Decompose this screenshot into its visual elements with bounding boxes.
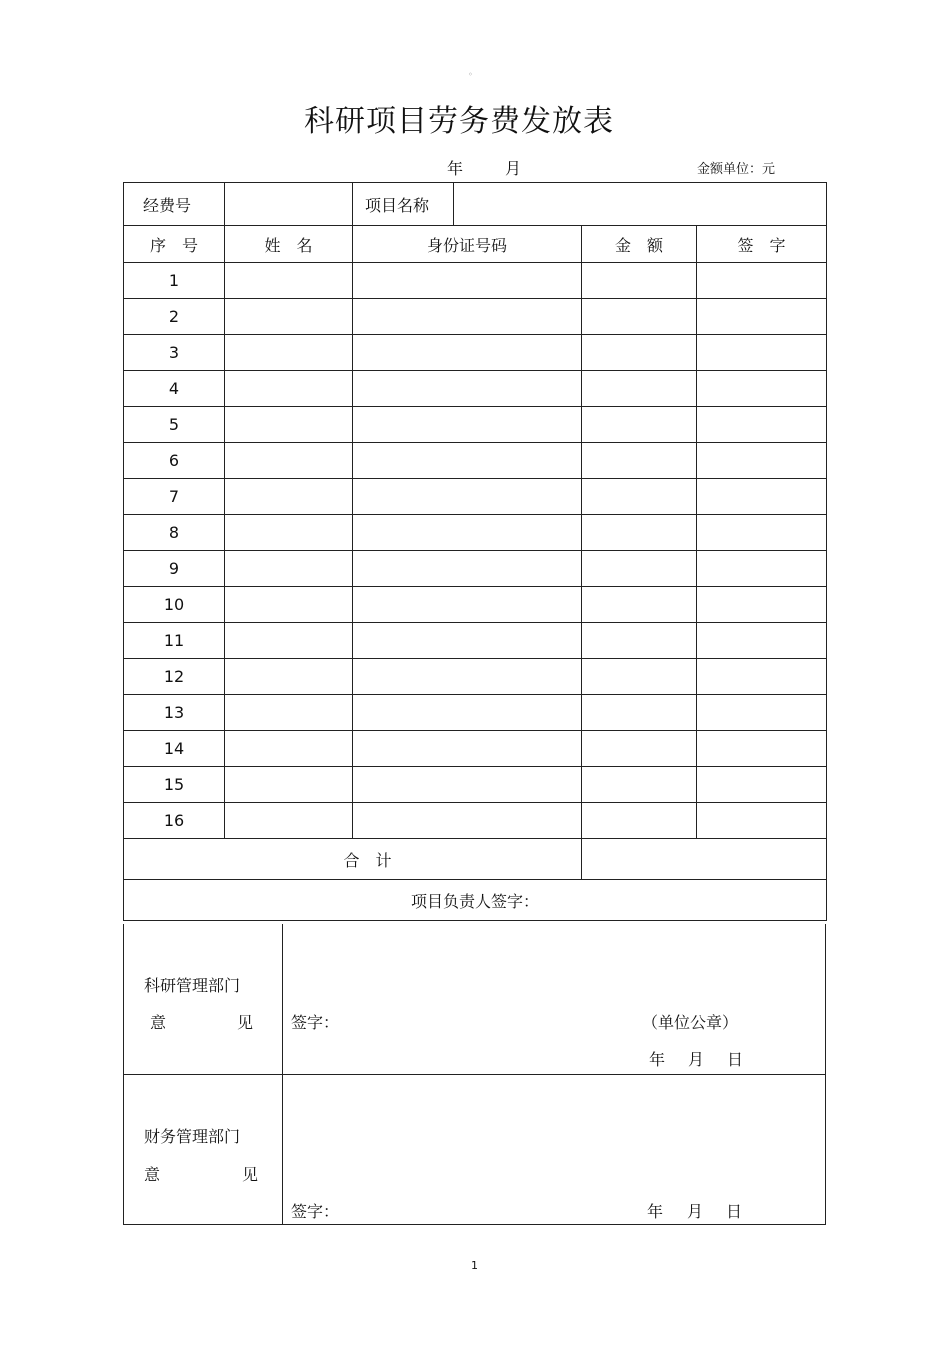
row-name-cell[interactable]	[225, 299, 353, 335]
project-name-label: 项目名称	[353, 183, 454, 226]
research-dept-day: 日	[727, 1050, 744, 1069]
row-amount-cell[interactable]	[582, 623, 697, 659]
table-row	[124, 587, 827, 623]
row-signature-cell[interactable]	[697, 299, 827, 335]
row-id-number-cell[interactable]	[353, 623, 582, 659]
row-signature-cell[interactable]	[697, 371, 827, 407]
row-name-cell[interactable]	[225, 371, 353, 407]
row-id-number-cell[interactable]	[353, 515, 582, 551]
row-seq-cell: 2	[124, 299, 225, 335]
row-id-number-cell[interactable]	[353, 299, 582, 335]
row-name-cell[interactable]	[225, 515, 353, 551]
row-amount-cell[interactable]	[582, 299, 697, 335]
row-id-number-cell[interactable]	[353, 695, 582, 731]
row-signature-cell[interactable]	[697, 695, 827, 731]
research-dept-opinion-char2: 见	[237, 1013, 254, 1032]
row-name-cell[interactable]	[225, 695, 353, 731]
row-amount-cell[interactable]	[582, 515, 697, 551]
row-seq-cell: 6	[124, 443, 225, 479]
finance-dept-label: 财务管理部门	[144, 1127, 241, 1146]
table-row	[124, 335, 827, 371]
row-id-number-cell[interactable]	[353, 335, 582, 371]
row-seq-cell: 7	[124, 479, 225, 515]
research-dept-divider	[282, 924, 283, 1074]
table-row	[124, 371, 827, 407]
fund-no-field[interactable]	[225, 183, 353, 226]
row-signature-cell[interactable]	[697, 443, 827, 479]
row-amount-cell[interactable]	[582, 731, 697, 767]
row-amount-cell[interactable]	[582, 443, 697, 479]
row-name-cell[interactable]	[225, 587, 353, 623]
row-id-number-cell[interactable]	[353, 731, 582, 767]
row-signature-cell[interactable]	[697, 659, 827, 695]
row-amount-cell[interactable]	[582, 371, 697, 407]
row-signature-cell[interactable]	[697, 407, 827, 443]
research-dept-opinion-box	[123, 924, 826, 1075]
row-seq-cell: 11	[124, 623, 225, 659]
row-seq-cell: 10	[124, 587, 225, 623]
currency-unit-label: 金额单位：元	[697, 162, 776, 177]
row-seq-cell: 3	[124, 335, 225, 371]
fund-header-row	[124, 183, 827, 226]
row-name-cell[interactable]	[225, 479, 353, 515]
row-id-number-cell[interactable]	[353, 407, 582, 443]
leader-sign-label[interactable]: 项目负责人签字：	[124, 880, 827, 921]
research-dept-year: 年	[649, 1050, 666, 1069]
row-id-number-cell[interactable]	[353, 551, 582, 587]
row-id-number-cell[interactable]	[353, 263, 582, 299]
row-id-number-cell[interactable]	[353, 803, 582, 839]
row-seq-cell: 4	[124, 371, 225, 407]
row-seq-cell: 1	[124, 263, 225, 299]
row-seq-cell: 16	[124, 803, 225, 839]
table-row	[124, 767, 827, 803]
table-row	[124, 731, 827, 767]
row-id-number-cell[interactable]	[353, 443, 582, 479]
col-header-amount: 金 额	[582, 226, 697, 263]
row-seq-cell: 5	[124, 407, 225, 443]
row-seq-cell: 12	[124, 659, 225, 695]
row-id-number-cell[interactable]	[353, 587, 582, 623]
total-row	[124, 839, 827, 880]
row-amount-cell[interactable]	[582, 551, 697, 587]
table-row	[124, 803, 827, 839]
research-dept-opinion-char1: 意	[150, 1013, 167, 1032]
row-seq-cell: 13	[124, 695, 225, 731]
table-row	[124, 263, 827, 299]
table-row	[124, 623, 827, 659]
row-signature-cell[interactable]	[697, 623, 827, 659]
row-name-cell[interactable]	[225, 407, 353, 443]
col-header-signature: 签 字	[697, 226, 827, 263]
row-signature-cell[interactable]	[697, 767, 827, 803]
row-id-number-cell[interactable]	[353, 371, 582, 407]
research-dept-sign-label[interactable]: 签字：	[291, 1013, 340, 1032]
row-amount-cell[interactable]	[582, 767, 697, 803]
finance-dept-opinion-char2: 见	[242, 1165, 259, 1184]
row-name-cell[interactable]	[225, 803, 353, 839]
table-row	[124, 659, 827, 695]
page-marker: ◦	[468, 70, 473, 79]
finance-dept-opinion-char1: 意	[144, 1165, 161, 1184]
row-name-cell[interactable]	[225, 623, 353, 659]
leader-sign-row	[124, 880, 827, 921]
row-name-cell[interactable]	[225, 551, 353, 587]
finance-dept-sign-label[interactable]: 签字：	[291, 1202, 340, 1221]
payment-table	[123, 182, 827, 921]
row-signature-cell[interactable]	[697, 335, 827, 371]
row-signature-cell[interactable]	[697, 479, 827, 515]
row-amount-cell[interactable]	[582, 587, 697, 623]
finance-dept-divider	[282, 1075, 283, 1224]
page-number: 1	[471, 1259, 478, 1272]
fund-no-label: 经费号	[124, 183, 225, 226]
row-id-number-cell[interactable]	[353, 479, 582, 515]
research-dept-seal-label: （单位公章）	[642, 1013, 739, 1032]
row-id-number-cell[interactable]	[353, 659, 582, 695]
table-row	[124, 479, 827, 515]
table-row	[124, 443, 827, 479]
row-name-cell[interactable]	[225, 335, 353, 371]
row-name-cell[interactable]	[225, 659, 353, 695]
row-name-cell[interactable]	[225, 263, 353, 299]
table-row	[124, 299, 827, 335]
date-month-label: 月	[505, 159, 522, 178]
row-amount-cell[interactable]	[582, 803, 697, 839]
col-header-id-number: 身份证号码	[353, 226, 582, 263]
finance-dept-opinion-box	[123, 1074, 826, 1225]
row-amount-cell[interactable]	[582, 407, 697, 443]
row-signature-cell[interactable]	[697, 263, 827, 299]
col-header-name: 姓 名	[225, 226, 353, 263]
row-name-cell[interactable]	[225, 731, 353, 767]
total-amount-cell[interactable]	[582, 839, 827, 880]
table-row	[124, 515, 827, 551]
row-name-cell[interactable]	[225, 767, 353, 803]
row-amount-cell[interactable]	[582, 659, 697, 695]
row-signature-cell[interactable]	[697, 551, 827, 587]
finance-dept-month: 月	[687, 1202, 704, 1221]
finance-dept-day: 日	[726, 1202, 743, 1221]
table-row	[124, 407, 827, 443]
row-amount-cell[interactable]	[582, 695, 697, 731]
row-seq-cell: 15	[124, 767, 225, 803]
page-title: 科研项目劳务费发放表	[304, 104, 614, 139]
row-signature-cell[interactable]	[697, 587, 827, 623]
row-seq-cell: 8	[124, 515, 225, 551]
project-name-field[interactable]	[454, 183, 827, 226]
row-amount-cell[interactable]	[582, 263, 697, 299]
row-signature-cell[interactable]	[697, 515, 827, 551]
row-name-cell[interactable]	[225, 443, 353, 479]
research-dept-month: 月	[688, 1050, 705, 1069]
row-signature-cell[interactable]	[697, 803, 827, 839]
row-seq-cell: 14	[124, 731, 225, 767]
table-row	[124, 551, 827, 587]
total-label: 合 计	[124, 839, 582, 880]
row-id-number-cell[interactable]	[353, 767, 582, 803]
row-signature-cell[interactable]	[697, 731, 827, 767]
row-seq-cell: 9	[124, 551, 225, 587]
col-header-seq: 序 号	[124, 226, 225, 263]
table-row	[124, 695, 827, 731]
date-year-label: 年	[447, 159, 464, 178]
row-amount-cell[interactable]	[582, 335, 697, 371]
column-header-row	[124, 226, 827, 263]
finance-dept-year: 年	[647, 1202, 664, 1221]
row-amount-cell[interactable]	[582, 479, 697, 515]
research-dept-label: 科研管理部门	[144, 976, 241, 995]
